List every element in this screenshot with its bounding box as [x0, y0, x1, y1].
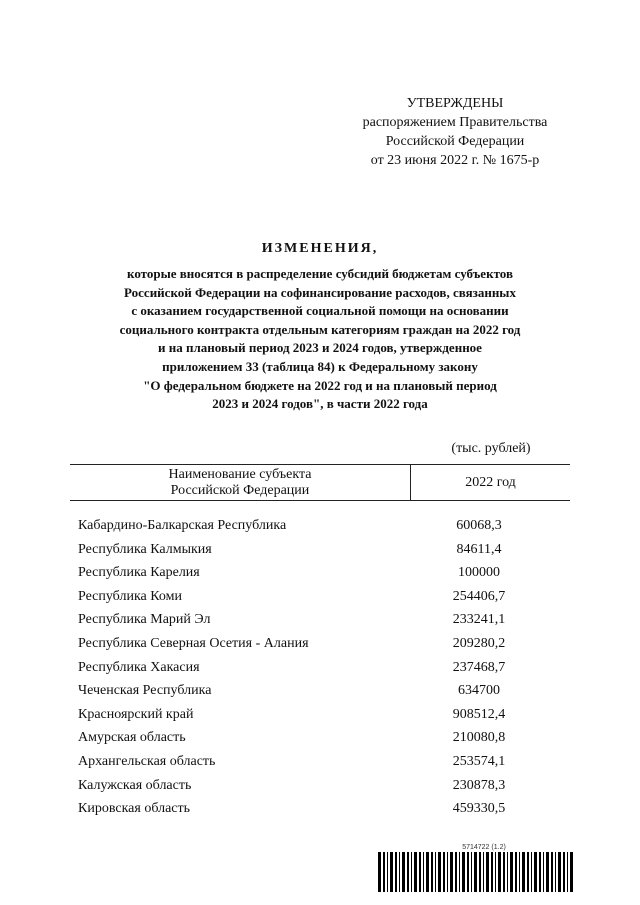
- table-row: [78, 587, 578, 611]
- approval-title: УТВЕРЖДЕНЫ: [406, 96, 504, 111]
- barcode-bar: [483, 852, 484, 892]
- barcode-bar: [486, 852, 489, 892]
- row-subject: Республика Калмыкия: [78, 541, 212, 557]
- row-subject: Республика Карелия: [78, 565, 200, 581]
- barcode-bar: [546, 852, 549, 892]
- table-row: [78, 752, 578, 776]
- subtitle-line: 2023 и 2024 годов", в части 2022 года: [212, 396, 428, 412]
- barcode-bar: [387, 852, 388, 892]
- barcode-bar: [515, 852, 517, 892]
- barcode-bar: [402, 852, 405, 892]
- row-subject: Республика Марий Эл: [78, 612, 211, 628]
- document-barcode: [378, 844, 574, 892]
- row-value: 210080,8: [452, 730, 506, 746]
- approval-date: от 23 июня 2022 г. № 1675-р: [370, 153, 540, 168]
- barcode-bar: [527, 852, 529, 892]
- row-value: 233241,1: [452, 612, 506, 628]
- barcode-bar: [411, 852, 412, 892]
- table-row: [78, 658, 578, 682]
- barcode-bar: [558, 852, 561, 892]
- approval-block: [340, 94, 570, 170]
- barcode-bar: [447, 852, 448, 892]
- barcode-bar: [450, 852, 453, 892]
- row-subject: Кировская область: [78, 801, 191, 817]
- row-subject: Калужская область: [78, 777, 192, 793]
- barcode-bar: [479, 852, 481, 892]
- row-value: 459330,5: [452, 801, 506, 817]
- barcode-bar: [467, 852, 469, 892]
- subtitle-line: которые вносятся в распределение субсидий бюджетам субъектов: [127, 266, 513, 281]
- barcode-bar: [570, 852, 573, 892]
- row-subject: Амурская область: [78, 730, 186, 746]
- barcode-bar: [383, 852, 385, 892]
- units-label: (тыс. рублей): [451, 441, 531, 456]
- table-row: [78, 705, 578, 729]
- barcode-bar: [426, 852, 429, 892]
- row-subject: Республика Коми: [78, 588, 182, 604]
- subtitle-line: "О федеральном бюджете на 2022 год и на плановый период: [143, 377, 497, 393]
- subtitle-line: с оказанием государственной социальной помощи на основании: [131, 303, 509, 319]
- barcode-bar: [539, 852, 541, 892]
- barcode-bar: [443, 852, 445, 892]
- barcode-graphic: [378, 852, 574, 892]
- table-row: [78, 610, 578, 634]
- barcode-bar: [459, 852, 460, 892]
- approval-line: распоряжением Правительства: [362, 115, 548, 130]
- row-subject: Чеченская Республика: [78, 683, 212, 699]
- barcode-bar: [399, 852, 400, 892]
- row-value: 209280,2: [452, 635, 506, 651]
- row-value: 84611,4: [456, 541, 502, 557]
- row-value: 908512,4: [452, 706, 506, 722]
- row-value: 60068,3: [456, 518, 502, 533]
- barcode-bar: [378, 852, 381, 892]
- barcode-bar: [474, 852, 477, 892]
- column-header-year: 2022 год: [465, 474, 516, 490]
- barcode-bar: [519, 852, 520, 892]
- barcode-bar: [419, 852, 421, 892]
- table-row: [78, 681, 578, 705]
- barcode-bar: [551, 852, 553, 892]
- row-value: 237468,7: [452, 659, 506, 675]
- barcode-bar: [438, 852, 441, 892]
- barcode-bar: [455, 852, 457, 892]
- table-row: [78, 776, 578, 800]
- barcode-bar: [390, 852, 393, 892]
- barcode-bar: [563, 852, 565, 892]
- barcode-bar: [423, 852, 424, 892]
- row-value: 100000: [458, 565, 500, 581]
- barcode-bar: [503, 852, 505, 892]
- barcode-bar: [435, 852, 436, 892]
- barcode-bar: [395, 852, 397, 892]
- table-row: [78, 516, 578, 540]
- row-value: 254406,7: [452, 588, 506, 604]
- barcode-bar: [471, 852, 472, 892]
- barcode-bar: [431, 852, 433, 892]
- barcode-bar: [534, 852, 537, 892]
- subtitle-line: приложением 33 (таблица 84) к Федеральному закону: [162, 358, 478, 374]
- table-row: [78, 563, 578, 587]
- subtitle-line: социального контракта отдельным категориям граждан на 2022 год: [119, 321, 521, 337]
- barcode-bar: [555, 852, 556, 892]
- barcode-bar: [414, 852, 417, 892]
- row-subject: Кабардино-Балкарская Республика: [78, 518, 287, 533]
- barcode-bar: [543, 852, 544, 892]
- barcode-bar: [510, 852, 513, 892]
- barcode-bar: [498, 852, 501, 892]
- approval-line: Российской Федерации: [385, 134, 525, 149]
- subtitle-line: и на плановый период 2023 и 2024 годов, утвержденное: [158, 340, 482, 356]
- row-subject: Архангельская область: [78, 753, 216, 769]
- barcode-bar: [462, 852, 465, 892]
- column-header-subject: [70, 465, 410, 500]
- barcode-bar: [522, 852, 525, 892]
- document-subtitle: [70, 265, 570, 414]
- row-value: 253574,1: [452, 753, 506, 769]
- table-row: [78, 540, 578, 564]
- row-value: 634700: [458, 683, 500, 699]
- document-title: ИЗМЕНЕНИЯ,: [261, 241, 379, 256]
- table-body: [78, 516, 578, 823]
- row-subject: Красноярский край: [78, 706, 194, 722]
- barcode-bar: [491, 852, 493, 892]
- row-subject: Республика Северная Осетия - Алания: [78, 635, 309, 651]
- table-row: [78, 634, 578, 658]
- row-value: 230878,3: [452, 777, 506, 793]
- subtitle-line: Российской Федерации на софинансирование расходов, связанных: [124, 284, 516, 300]
- barcode-bar: [495, 852, 496, 892]
- column-header-line: Российской Федерации: [170, 482, 310, 498]
- barcode-bar: [531, 852, 532, 892]
- barcode-number: 5714722 (1.2): [462, 844, 506, 851]
- barcode-bar: [507, 852, 508, 892]
- barcode-bar: [407, 852, 409, 892]
- table-row: [78, 728, 578, 752]
- table-header: [70, 464, 570, 501]
- table-row: [78, 799, 578, 823]
- row-subject: Республика Хакасия: [78, 659, 200, 675]
- column-header-line: Наименование субъекта: [168, 466, 312, 482]
- barcode-bar: [567, 852, 568, 892]
